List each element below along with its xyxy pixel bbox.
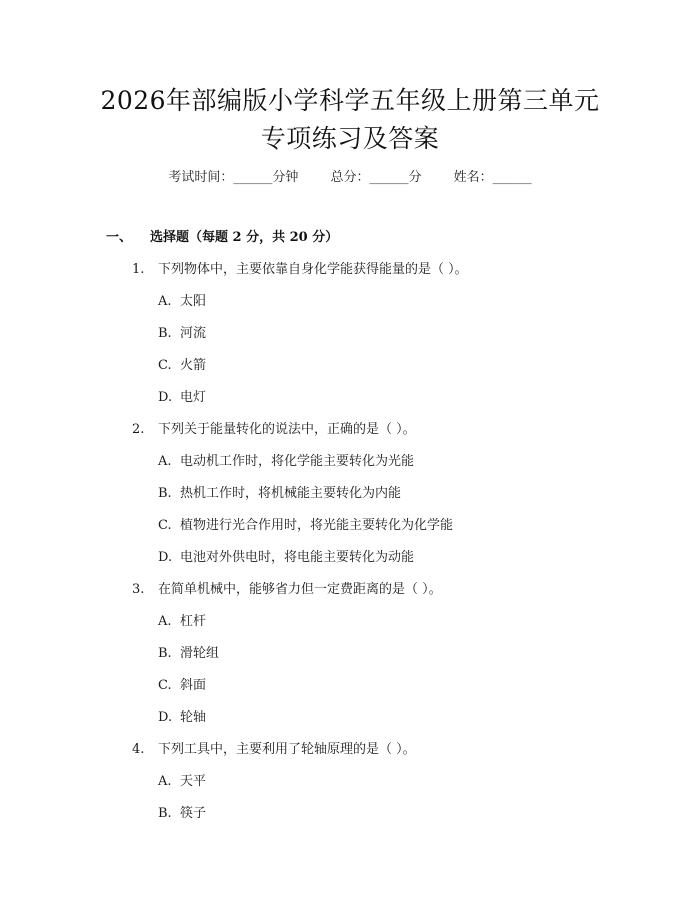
- question-2-option-a: [158, 452, 414, 472]
- question-text: 在简单机械中，能够省力但一定费距离的是（ ）。: [158, 582, 442, 597]
- option-text: 轮轴: [180, 710, 207, 725]
- question-number: 2.: [132, 422, 145, 437]
- question-4: [132, 740, 416, 760]
- option-text: 杠杆: [180, 614, 207, 629]
- option-text: 斜面: [180, 678, 207, 693]
- option-letter: A.: [158, 774, 172, 789]
- option-text: 电池对外供电时，将电能主要转化为动能: [180, 550, 415, 565]
- question-number: 3.: [132, 582, 145, 597]
- exam-info-line: [0, 168, 700, 188]
- exam-score-field: 总分：______分: [330, 170, 422, 185]
- question-text: 下列关于能量转化的说法中，正确的是（ ）。: [158, 422, 416, 437]
- option-text: 天平: [180, 774, 207, 789]
- question-3-option-b: [158, 644, 219, 664]
- option-letter: B.: [158, 646, 172, 661]
- section-heading-choice: [106, 228, 338, 248]
- question-1: [132, 260, 468, 280]
- option-text: 太阳: [180, 294, 207, 309]
- question-number: 1.: [132, 262, 145, 277]
- question-3: [132, 580, 442, 600]
- document-title-line-2: 专项练习及答案: [260, 124, 440, 153]
- section-title: 选择题（每题 2 分，共 20 分）: [150, 230, 339, 245]
- option-text: 电动机工作时，将化学能主要转化为光能: [180, 454, 415, 469]
- question-1-option-c: [158, 356, 206, 376]
- question-1-option-d: [158, 388, 206, 408]
- question-text: 下列工具中，主要利用了轮轴原理的是（ ）。: [158, 742, 416, 757]
- option-letter: C.: [158, 518, 172, 533]
- question-4-option-a: [158, 772, 206, 792]
- question-2: [132, 420, 416, 440]
- option-text: 河流: [180, 326, 207, 341]
- option-letter: B.: [158, 806, 172, 821]
- question-3-option-a: [158, 612, 206, 632]
- option-letter: C.: [158, 358, 172, 373]
- option-letter: D.: [158, 390, 173, 405]
- question-2-option-c: [158, 516, 453, 536]
- option-text: 火箭: [180, 358, 207, 373]
- question-4-option-b: [158, 804, 206, 824]
- option-letter: A.: [158, 614, 172, 629]
- exam-time-field: 考试时间：______分钟: [168, 170, 299, 185]
- question-2-option-b: [158, 484, 401, 504]
- section-number: 一、: [106, 230, 133, 245]
- option-letter: C.: [158, 678, 172, 693]
- question-3-option-d: [158, 708, 206, 728]
- question-2-option-d: [158, 548, 414, 568]
- exam-name-field: 姓名：______: [453, 170, 532, 185]
- question-number: 4.: [132, 742, 145, 757]
- option-text: 电灯: [180, 390, 207, 405]
- option-text: 植物进行光合作用时，将光能主要转化为化学能: [180, 518, 454, 533]
- document-title-line-1: 2026年部编版小学科学五年级上册第三单元: [100, 86, 600, 115]
- option-text: 滑轮组: [180, 646, 220, 661]
- option-letter: B.: [158, 486, 172, 501]
- question-1-option-b: [158, 324, 206, 344]
- question-1-option-a: [158, 292, 206, 312]
- option-letter: D.: [158, 710, 173, 725]
- option-letter: A.: [158, 294, 172, 309]
- option-text: 筷子: [180, 806, 207, 821]
- option-letter: A.: [158, 454, 172, 469]
- question-text: 下列物体中，主要依靠自身化学能获得能量的是（ ）。: [158, 262, 468, 277]
- option-letter: D.: [158, 550, 173, 565]
- option-letter: B.: [158, 326, 172, 341]
- option-text: 热机工作时，将机械能主要转化为内能: [180, 486, 402, 501]
- question-3-option-c: [158, 676, 206, 696]
